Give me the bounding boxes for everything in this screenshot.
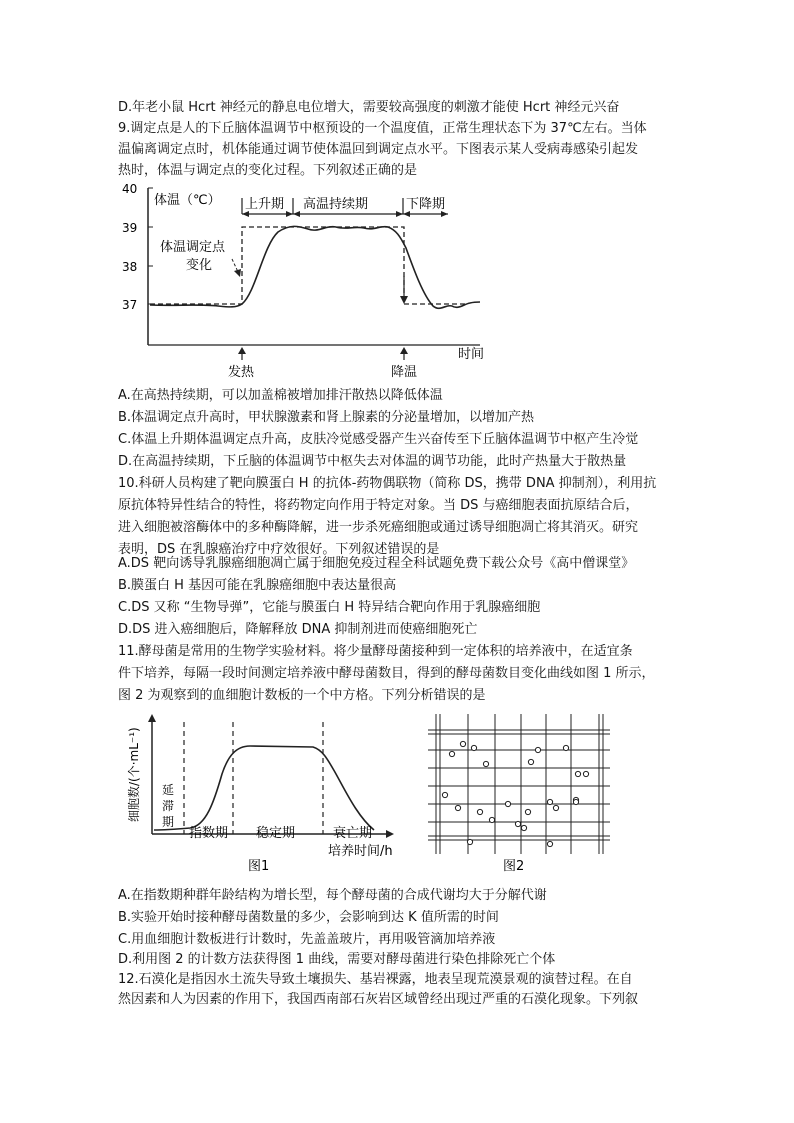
text-line: D.利用图 2 的计数方法获得图 1 曲线，需要对酵母菌进行染色排除死亡个体 (118, 952, 556, 967)
phase-high-label: 高温持续期 (303, 197, 369, 212)
text-line: 图 2 为观察到的血细胞计数板的一个中方格。下列分析错误的是 (118, 688, 486, 703)
ytick-39: 39 (122, 221, 138, 235)
text-line: D.在高温持续期，下丘脑的体温调节中枢失去对体温的调节功能，此时产热量大于散热量 (118, 454, 627, 469)
text-line: 热时，体温与调定点的变化过程。下列叙述正确的是 (118, 163, 418, 178)
ytick-37: 37 (122, 298, 138, 312)
text-line: C.DS 又称 “生物导弹”，它能与膜蛋白 H 特异结合靶向作用于乳腺癌细胞 (118, 600, 541, 615)
ytick-38: 38 (122, 260, 138, 274)
text-line: 温偏离调定点时，机体能通过调节使体温回到调定点水平。下图表示某人受病毒感染引起发 (118, 142, 639, 157)
hemocytometer-figure (428, 712, 618, 880)
phase-rise-label: 上升期 (245, 197, 285, 212)
lag-phase-char-1: 延 (162, 783, 175, 797)
text-line: A.在指数期种群年龄结构为增长型，每个酵母菌的合成代谢均大于分解代谢 (118, 888, 547, 903)
setpoint-label-line1: 体温调定点 (160, 240, 226, 255)
text-line: 然因素和人为因素的作用下，我国西南部石灰岩区域曾经出现过严重的石漠化现象。下列叙 (118, 992, 639, 1007)
lag-phase-char-2: 滞 (162, 799, 175, 813)
stationary-phase-label: 稳定期 (256, 826, 296, 841)
text-line: B.膜蛋白 H 基因可能在乳腺癌细胞中表达量很高 (118, 578, 397, 593)
text-line: 10.科研人员构建了靶向膜蛋白 H 的抗体-药物偶联物（简称 DS，携带 DNA 抑制剂），利用抗 (118, 476, 657, 491)
y-axis-label: 细胞数/(个·mL⁻¹) (127, 727, 141, 822)
yeast-growth-figure (118, 712, 408, 880)
setpoint-label-line2: 变化 (186, 258, 213, 273)
text-line: 件下培养，每隔一段时间测定培养液中酵母菌数目，得到的酵母菌数目变化曲线如图 1 所示， (118, 666, 655, 681)
lag-phase-char-3: 期 (162, 815, 175, 829)
text-line: B.体温调定点升高时，甲状腺激素和肾上腺素的分泌量增加，以增加产热 (118, 410, 535, 425)
text-line: 11.酵母菌是常用的生物学实验材料。将少量酵母菌接种到一定体积的培养液中，在适宜条 (118, 644, 633, 659)
y-axis-label: 体温（℃） (154, 193, 221, 208)
growth-curve (154, 746, 374, 830)
text-line: A.DS 靶向诱导乳腺癌细胞凋亡属于细胞免疫过程全科试题免费下载公众号《高中僧课堂》 (118, 556, 635, 571)
text-line: C.用血细胞计数板进行计数时，先盖盖玻片，再用吸管滴加培养液 (118, 932, 496, 947)
text-line: 9.调定点是人的下丘脑体温调节中枢预设的一个温度值，正常生理状态下为 37℃左右。当体 (118, 121, 647, 136)
text-line: D.DS 进入癌细胞后，降解释放 DNA 抑制剂进而使癌细胞死亡 (118, 622, 478, 637)
text-line: 进入细胞被溶酶体中的多种酶降解，进一步杀死癌细胞或通过诱导细胞凋亡将其消灭。研究 (118, 520, 639, 535)
text-line: B.实验开始时接种酵母菌数量的多少，会影响到达 K 值所需的时间 (118, 910, 499, 925)
ytick-40: 40 (122, 182, 138, 196)
text-line: 原抗体特异性结合的特性，将药物定向作用于特定对象。当 DS 与癌细胞表面抗原结合后， (118, 498, 639, 513)
text-line: C.体温上升期体温调定点升高，皮肤冷觉感受器产生兴奋传至下丘脑体温调节中枢产生冷觉 (118, 432, 639, 447)
cooling-mark-label: 降温 (391, 365, 418, 380)
x-axis-label: 时间 (458, 347, 485, 362)
text-line: 表明，DS 在乳腺癌治疗中疗效很好。下列叙述错误的是 (118, 542, 440, 557)
body-temperature-figure (118, 180, 498, 385)
x-axis-label: 培养时间/h (328, 844, 393, 859)
text-line: 12.石漠化是指因水土流失导致土壤损失、基岩裸露，地表呈现荒漠景观的演替过程。在自 (118, 972, 633, 987)
text-line: D.年老小鼠 Hcrt 神经元的静息电位增大，需要较高强度的刺激才能使 Hcrt 神经元兴奋 (118, 100, 620, 115)
figure1-caption: 图1 (248, 859, 270, 874)
fever-mark-label: 发热 (228, 365, 255, 380)
phase-fall-label: 下降期 (406, 197, 446, 212)
figure2-caption: 图2 (503, 859, 525, 874)
exponential-phase-label: 指数期 (189, 826, 229, 841)
text-line: A.在高热持续期，可以加盖棉被增加排汗散热以降低体温 (118, 388, 443, 403)
decline-phase-label: 衰亡期 (333, 826, 373, 841)
